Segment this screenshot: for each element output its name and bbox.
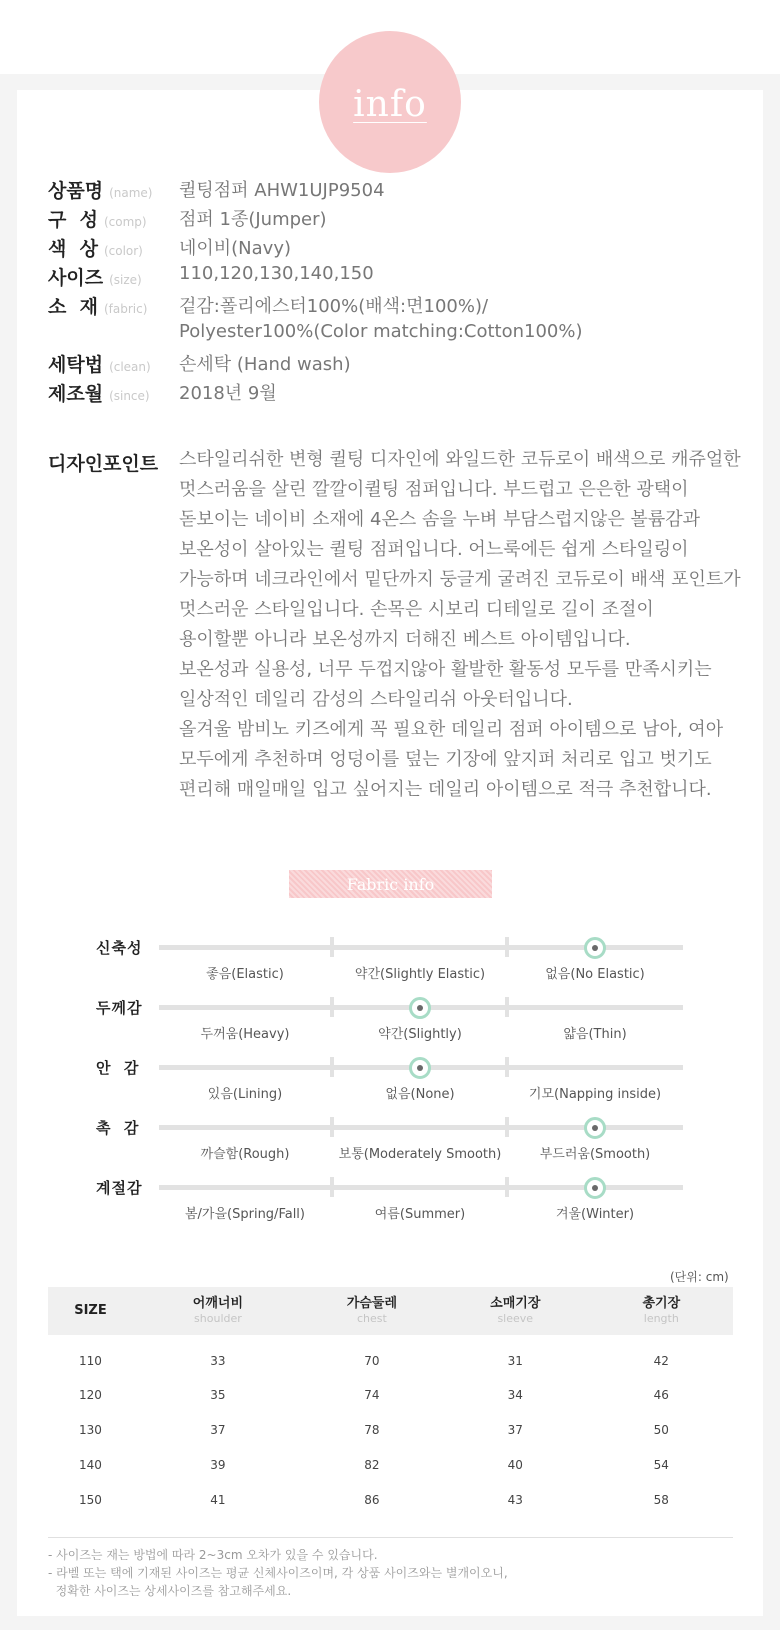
size-header-label: 총기장 xyxy=(642,1295,681,1311)
info-row xyxy=(48,176,385,206)
size-notes xyxy=(48,1546,508,1600)
size-table-header xyxy=(48,1287,733,1335)
size-header-label: 가슴둘레 xyxy=(346,1295,398,1311)
design-point-line: 멋스러운 스타일입니다. 손목은 시보리 디테일로 길이 조절이 xyxy=(179,599,654,620)
table-row xyxy=(48,1335,733,1377)
info-row xyxy=(48,321,583,351)
info-label-en: (color) xyxy=(103,244,143,258)
fabric-scale-option: 기모(Napping inside) xyxy=(528,1087,662,1102)
table-cell: 140 xyxy=(79,1457,102,1472)
fabric-scale-marker xyxy=(584,1117,606,1139)
info-value: 겉감:폴리에스터100%(배색:면100%)/ xyxy=(179,296,489,317)
design-point-line: 편리해 매일매일 입고 싶어지는 데일리 아이템으로 적극 추천합니다. xyxy=(179,779,712,800)
table-cell: 46 xyxy=(653,1387,669,1402)
size-header-sublabel: length xyxy=(643,1311,679,1325)
size-table-header-cell xyxy=(48,1287,133,1335)
info-row xyxy=(48,379,277,409)
info-label-en: (fabric) xyxy=(103,302,148,316)
fabric-scale-option: 없음(No Elastic) xyxy=(545,967,645,982)
info-row xyxy=(48,263,374,293)
fabric-scale-option: 있음(Lining) xyxy=(207,1087,283,1102)
size-header-label: 어깨너비 xyxy=(192,1295,244,1311)
info-value: Polyester100%(Color matching:Cotton100%) xyxy=(179,321,583,342)
info-label: 제조월 xyxy=(48,383,104,405)
size-header-label: 소매기장 xyxy=(490,1295,541,1311)
fabric-scale-option: 약간(Slightly) xyxy=(378,1027,462,1042)
fabric-scale-divider xyxy=(330,1117,334,1137)
size-table-header-cell xyxy=(590,1287,733,1335)
design-point-title: 디자인포인트 xyxy=(48,453,159,475)
fabric-scale-divider xyxy=(505,1117,509,1137)
info-label: 사이즈 xyxy=(48,267,104,289)
fabric-scale-marker xyxy=(409,1057,431,1079)
fabric-scale-divider xyxy=(505,937,509,957)
table-cell: 110 xyxy=(79,1354,102,1368)
fabric-scale-divider xyxy=(330,997,334,1017)
fabric-scale xyxy=(0,937,780,997)
fabric-scale-label: 신축성 xyxy=(96,939,143,957)
fabric-scale-divider xyxy=(505,1057,509,1077)
design-point-text xyxy=(179,449,764,809)
size-table-header-cell xyxy=(441,1287,590,1335)
fabric-scale-marker xyxy=(584,937,606,959)
fabric-scale-marker xyxy=(409,997,431,1019)
fabric-scale-label: 두께감 xyxy=(96,999,143,1017)
table-cell: 40 xyxy=(507,1457,523,1472)
design-point-line: 보온성이 살아있는 퀼팅 점퍼입니다. 어느룩에든 쉽게 스타일링이 xyxy=(179,539,689,560)
fabric-scale-option: 두꺼움(Heavy) xyxy=(200,1027,290,1042)
fabric-scale-divider xyxy=(505,997,509,1017)
info-label: 색 상 xyxy=(48,238,98,260)
table-row xyxy=(48,1412,733,1447)
info-value: 손세탁 (Hand wash) xyxy=(179,354,351,375)
info-label-en: (since) xyxy=(109,389,150,403)
table-cell: 37 xyxy=(507,1422,523,1437)
fabric-scale-option: 약간(Slightly Elastic) xyxy=(354,967,486,982)
note-line: - 사이즈는 재는 방법에 따라 2~3cm 오차가 있을 수 있습니다. xyxy=(48,1548,378,1562)
table-cell: 35 xyxy=(210,1387,226,1402)
info-value: 퀼팅점퍼 AHW1UJP9504 xyxy=(179,180,385,201)
info-badge-label: info xyxy=(353,83,427,125)
fabric-scale-option: 부드러움(Smooth) xyxy=(539,1147,651,1162)
fabric-scale-label: 계절감 xyxy=(96,1179,143,1197)
fabric-scale xyxy=(0,1117,780,1177)
info-label-en: (comp) xyxy=(103,215,147,229)
fabric-scale-divider xyxy=(330,1057,334,1077)
table-cell: 78 xyxy=(364,1422,380,1437)
table-cell: 31 xyxy=(507,1354,523,1368)
table-cell: 43 xyxy=(507,1492,523,1507)
size-header-sublabel: shoulder xyxy=(194,1311,242,1325)
info-value: 점퍼 1종(Jumper) xyxy=(179,209,327,230)
table-row xyxy=(48,1447,733,1482)
fabric-scale-marker xyxy=(584,1177,606,1199)
table-cell: 50 xyxy=(653,1422,669,1437)
fabric-scale-option: 없음(None) xyxy=(385,1087,455,1102)
info-row xyxy=(48,234,292,264)
fabric-scale-label: 안 감 xyxy=(96,1059,140,1077)
table-cell: 70 xyxy=(364,1354,380,1368)
info-value: 네이비(Navy) xyxy=(179,238,292,259)
fabric-scale-option: 얇음(Thin) xyxy=(563,1027,627,1042)
design-point-line: 돋보이는 네이비 소재에 4온스 솜을 누벼 부담스럽지않은 볼륨감과 xyxy=(179,509,700,530)
design-point-line: 올겨울 밤비노 키즈에게 꼭 필요한 데일리 점퍼 아이템으로 남아, 여아 xyxy=(179,719,724,740)
table-cell: 150 xyxy=(79,1492,102,1507)
design-point-line: 일상적인 데일리 감성의 스타일리쉬 아웃터입니다. xyxy=(179,689,573,710)
fabric-scale xyxy=(0,1177,780,1237)
fabric-scale-option: 봄/가을(Spring/Fall) xyxy=(184,1207,305,1222)
info-badge xyxy=(319,31,461,173)
table-cell: 58 xyxy=(653,1492,669,1507)
table-cell: 33 xyxy=(210,1354,226,1368)
design-point-line: 스타일리쉬한 변형 퀼팅 디자인에 와일드한 코듀로이 배색으로 캐쥬얼한 xyxy=(179,449,741,470)
design-point-line: 가능하며 네크라인에서 밑단까지 둥글게 굴려진 코듀로이 배색 포인트가 xyxy=(179,569,741,590)
fabric-info-banner xyxy=(289,870,492,898)
size-table xyxy=(48,1287,733,1517)
table-cell: 34 xyxy=(507,1387,523,1402)
table-cell: 120 xyxy=(79,1387,102,1402)
info-value: 110,120,130,140,150 xyxy=(179,263,374,284)
info-label-en: (clean) xyxy=(109,360,151,374)
table-cell: 130 xyxy=(79,1422,102,1437)
info-label-en: (size) xyxy=(109,273,142,287)
fabric-scale-option: 까슬함(Rough) xyxy=(200,1147,290,1162)
fabric-info-title: Fabric info xyxy=(346,874,435,894)
note-line: 정확한 사이즈는 상세사이즈를 참고해주세요. xyxy=(48,1584,292,1598)
fabric-scale-divider xyxy=(505,1177,509,1197)
table-cell: 41 xyxy=(210,1492,226,1507)
info-row xyxy=(48,205,327,235)
table-cell: 39 xyxy=(210,1457,226,1472)
size-header-sublabel: chest xyxy=(356,1311,387,1325)
fabric-scale xyxy=(0,1057,780,1117)
fabric-scale-option: 보통(Moderately Smooth) xyxy=(338,1147,502,1162)
info-row xyxy=(48,350,351,380)
design-point-line: 보온성과 실용성, 너무 두껍지않아 활발한 활동성 모두를 만족시키는 xyxy=(179,659,712,680)
info-value: 2018년 9월 xyxy=(179,383,277,404)
size-table-header-cell xyxy=(133,1287,303,1335)
design-point-line: 용이할뿐 아니라 보온성까지 더해진 베스트 아이템입니다. xyxy=(179,629,631,650)
size-header-sublabel: sleeve xyxy=(497,1311,534,1325)
info-label-en: (name) xyxy=(109,186,153,200)
info-row xyxy=(48,292,489,322)
info-label: 소 재 xyxy=(48,296,98,318)
info-label: 세탁법 xyxy=(48,354,104,376)
fabric-scale-option: 겨울(Winter) xyxy=(555,1207,635,1222)
design-point-line: 모두에게 추천하며 엉덩이를 덮는 기장에 앞지퍼 처리로 입고 벗기도 xyxy=(179,749,712,770)
table-divider xyxy=(48,1537,733,1538)
fabric-scale-divider xyxy=(330,1177,334,1197)
fabric-scale-option: 좋음(Elastic) xyxy=(206,967,284,982)
table-row xyxy=(48,1482,733,1517)
fabric-scale xyxy=(0,997,780,1057)
info-label: 상품명 xyxy=(48,180,104,202)
table-cell: 54 xyxy=(653,1457,669,1472)
size-unit-note: (단위: cm) xyxy=(670,1270,729,1284)
table-cell: 82 xyxy=(364,1457,380,1472)
table-cell: 86 xyxy=(364,1492,380,1507)
table-row xyxy=(48,1377,733,1412)
fabric-scale-label: 촉 감 xyxy=(96,1119,140,1137)
size-header-label: SIZE xyxy=(74,1303,107,1318)
design-point-line: 멋스러움을 살린 깔깔이퀼팅 점퍼입니다. 부드럽고 은은한 광택이 xyxy=(179,479,689,500)
fabric-scale-divider xyxy=(330,937,334,957)
table-cell: 74 xyxy=(364,1387,380,1402)
fabric-scale-option: 여름(Summer) xyxy=(374,1207,466,1222)
table-cell: 37 xyxy=(210,1422,226,1437)
info-label: 구 성 xyxy=(48,209,98,231)
size-table-header-cell xyxy=(303,1287,441,1335)
table-cell: 42 xyxy=(653,1354,669,1368)
note-line: - 라벨 또는 택에 기재된 사이즈는 평균 신체사이즈이며, 각 상품 사이즈와는 별개이오니, xyxy=(48,1566,508,1580)
